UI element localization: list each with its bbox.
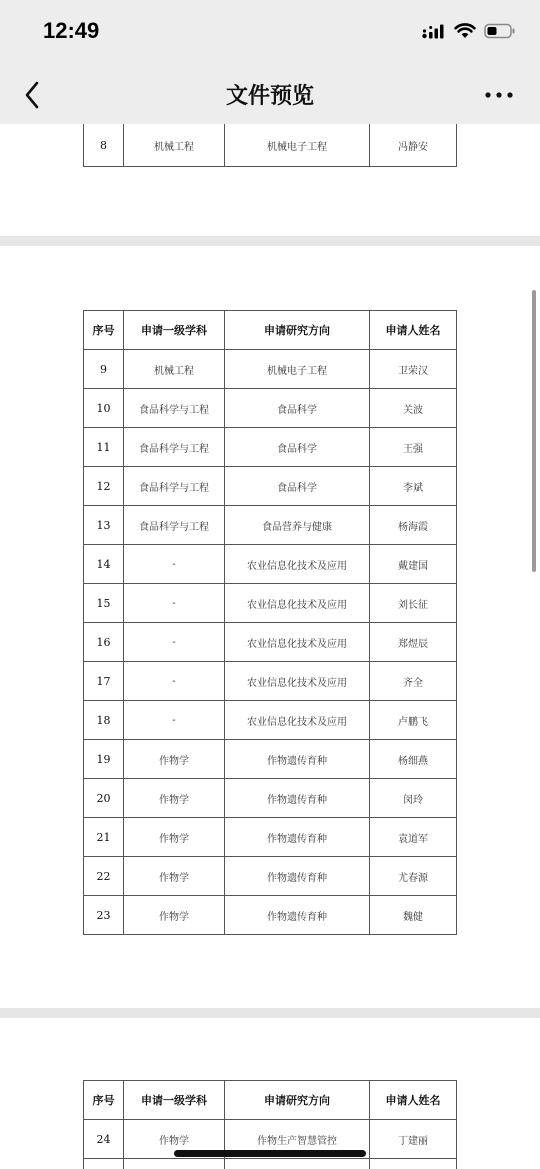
- table-row: [84, 818, 457, 857]
- header-direction: 申请研究方向: [225, 1081, 370, 1120]
- cell-discipline: 作物学: [124, 1120, 225, 1159]
- battery-icon: [484, 23, 516, 43]
- cell-name: 丁建丽: [370, 1120, 457, 1159]
- cell-name: 闵玲: [370, 779, 457, 818]
- header-seq: 序号: [84, 311, 124, 350]
- cell-seq: 17: [84, 662, 124, 701]
- scroll-indicator[interactable]: [532, 290, 536, 572]
- cell-name: 郑煜辰: [370, 623, 457, 662]
- cell-discipline: 机械工程: [124, 124, 225, 167]
- cell-discipline: 作物学: [124, 857, 225, 896]
- cell-seq: 13: [84, 506, 124, 545]
- cell-direction: 作物生产智慧管控: [225, 1120, 370, 1159]
- cell-direction: 作物遗传育种: [225, 896, 370, 935]
- cellular-signal-icon: [422, 23, 446, 43]
- cell-discipline: 食品科学与工程: [124, 428, 225, 467]
- cell-seq: 9: [84, 350, 124, 389]
- table-header-row: [84, 1081, 457, 1120]
- cell-seq: 22: [84, 857, 124, 896]
- cell-direction: 农业信息化技术及应用: [225, 545, 370, 584]
- cell-seq: 20: [84, 779, 124, 818]
- wifi-icon: [454, 23, 476, 43]
- cell-seq: 18: [84, 701, 124, 740]
- cell-name: 王强: [370, 428, 457, 467]
- table-row: [84, 779, 457, 818]
- cell-name: 齐全: [370, 662, 457, 701]
- cell-name: 戴建国: [370, 545, 457, 584]
- table-body: [84, 350, 457, 935]
- header-discipline: 申请一级学科: [124, 311, 225, 350]
- cell-direction: 农业信息化技术及应用: [225, 701, 370, 740]
- cell-name: 袁道军: [370, 818, 457, 857]
- cell-seq: 15: [84, 584, 124, 623]
- cell-seq: 21: [84, 818, 124, 857]
- home-indicator[interactable]: [174, 1150, 366, 1157]
- cell-discipline: 食品科学与工程: [124, 389, 225, 428]
- cell-discipline: -: [124, 623, 225, 662]
- cell-direction: 机械电子工程: [225, 350, 370, 389]
- table-header-row: [84, 311, 457, 350]
- cell-seq: 10: [84, 389, 124, 428]
- cell-direction: 作物遗传育种: [225, 740, 370, 779]
- cell-discipline: -: [124, 545, 225, 584]
- table-row: [84, 389, 457, 428]
- table-row: [84, 857, 457, 896]
- cell-direction: 食品科学: [225, 428, 370, 467]
- cell-seq: 11: [84, 428, 124, 467]
- table-row: [84, 428, 457, 467]
- cell-direction: 作物遗传育种: [225, 818, 370, 857]
- cell-name: 李斌: [370, 467, 457, 506]
- cell-direction: 农业信息化技术及应用: [225, 662, 370, 701]
- cell-direction: 机械电子工程: [225, 124, 370, 167]
- cell-name: 关波: [370, 389, 457, 428]
- document-viewer[interactable]: [0, 124, 540, 1169]
- page-title: 文件预览: [225, 84, 314, 109]
- table-row: [84, 350, 457, 389]
- cell-discipline: -: [124, 584, 225, 623]
- table-row: [84, 1159, 457, 1169]
- table-row: [84, 467, 457, 506]
- table-row: [84, 701, 457, 740]
- header-name: 申请人姓名: [370, 1081, 457, 1120]
- cell-name: 卫荣汉: [370, 350, 457, 389]
- cell-seq: 16: [84, 623, 124, 662]
- cell-name: 杨海霞: [370, 506, 457, 545]
- cell-discipline: 食品科学与工程: [124, 467, 225, 506]
- table-row: [84, 124, 457, 167]
- cell-discipline: 作物学: [124, 779, 225, 818]
- cell-direction: 农业信息化技术及应用: [225, 584, 370, 623]
- status-bar: [0, 0, 540, 66]
- cell-direction: 食品科学: [225, 389, 370, 428]
- cell-name: 冯静安: [370, 124, 457, 167]
- table-row: [84, 896, 457, 935]
- cell-name: 卢鹏飞: [370, 701, 457, 740]
- header-discipline: 申请一级学科: [124, 1081, 225, 1120]
- cell-discipline: -: [124, 701, 225, 740]
- table-row: [84, 584, 457, 623]
- table-row: [84, 623, 457, 662]
- status-time: 12:49: [43, 18, 100, 43]
- table-row: [84, 545, 457, 584]
- table-row: [84, 662, 457, 701]
- cell-name: 魏健: [370, 896, 457, 935]
- cell-direction: 作物遗传育种: [225, 857, 370, 896]
- cell-discipline: 机械工程: [124, 350, 225, 389]
- header-name: 申请人姓名: [370, 311, 457, 350]
- cell-seq: 19: [84, 740, 124, 779]
- header-direction: 申请研究方向: [225, 311, 370, 350]
- cell-seq: 24: [84, 1120, 124, 1159]
- navigation-bar: [0, 66, 540, 124]
- applicant-table: [83, 310, 457, 935]
- table-row: [84, 506, 457, 545]
- cell-direction: 作物遗传育种: [225, 779, 370, 818]
- header-seq: 序号: [84, 1081, 124, 1120]
- cell-discipline: -: [124, 662, 225, 701]
- more-options-icon[interactable]: [482, 82, 516, 108]
- status-icons: [422, 22, 516, 44]
- table-row: [84, 740, 457, 779]
- cell-discipline: 作物学: [124, 896, 225, 935]
- cell-name: 尤春源: [370, 857, 457, 896]
- cell-seq: 23: [84, 896, 124, 935]
- cell-seq: 12: [84, 467, 124, 506]
- applicant-table-fragment: [83, 124, 457, 167]
- cell-name: 刘长征: [370, 584, 457, 623]
- cell-discipline: 作物学: [124, 818, 225, 857]
- cell-discipline: 作物学: [124, 740, 225, 779]
- cell-direction: 食品营养与健康: [225, 506, 370, 545]
- cell-seq: 14: [84, 545, 124, 584]
- cell-direction: 农业信息化技术及应用: [225, 623, 370, 662]
- cell-discipline: 食品科学与工程: [124, 506, 225, 545]
- cell-direction: 食品科学: [225, 467, 370, 506]
- cell-name: 杨细燕: [370, 740, 457, 779]
- cell-seq: 8: [84, 124, 124, 167]
